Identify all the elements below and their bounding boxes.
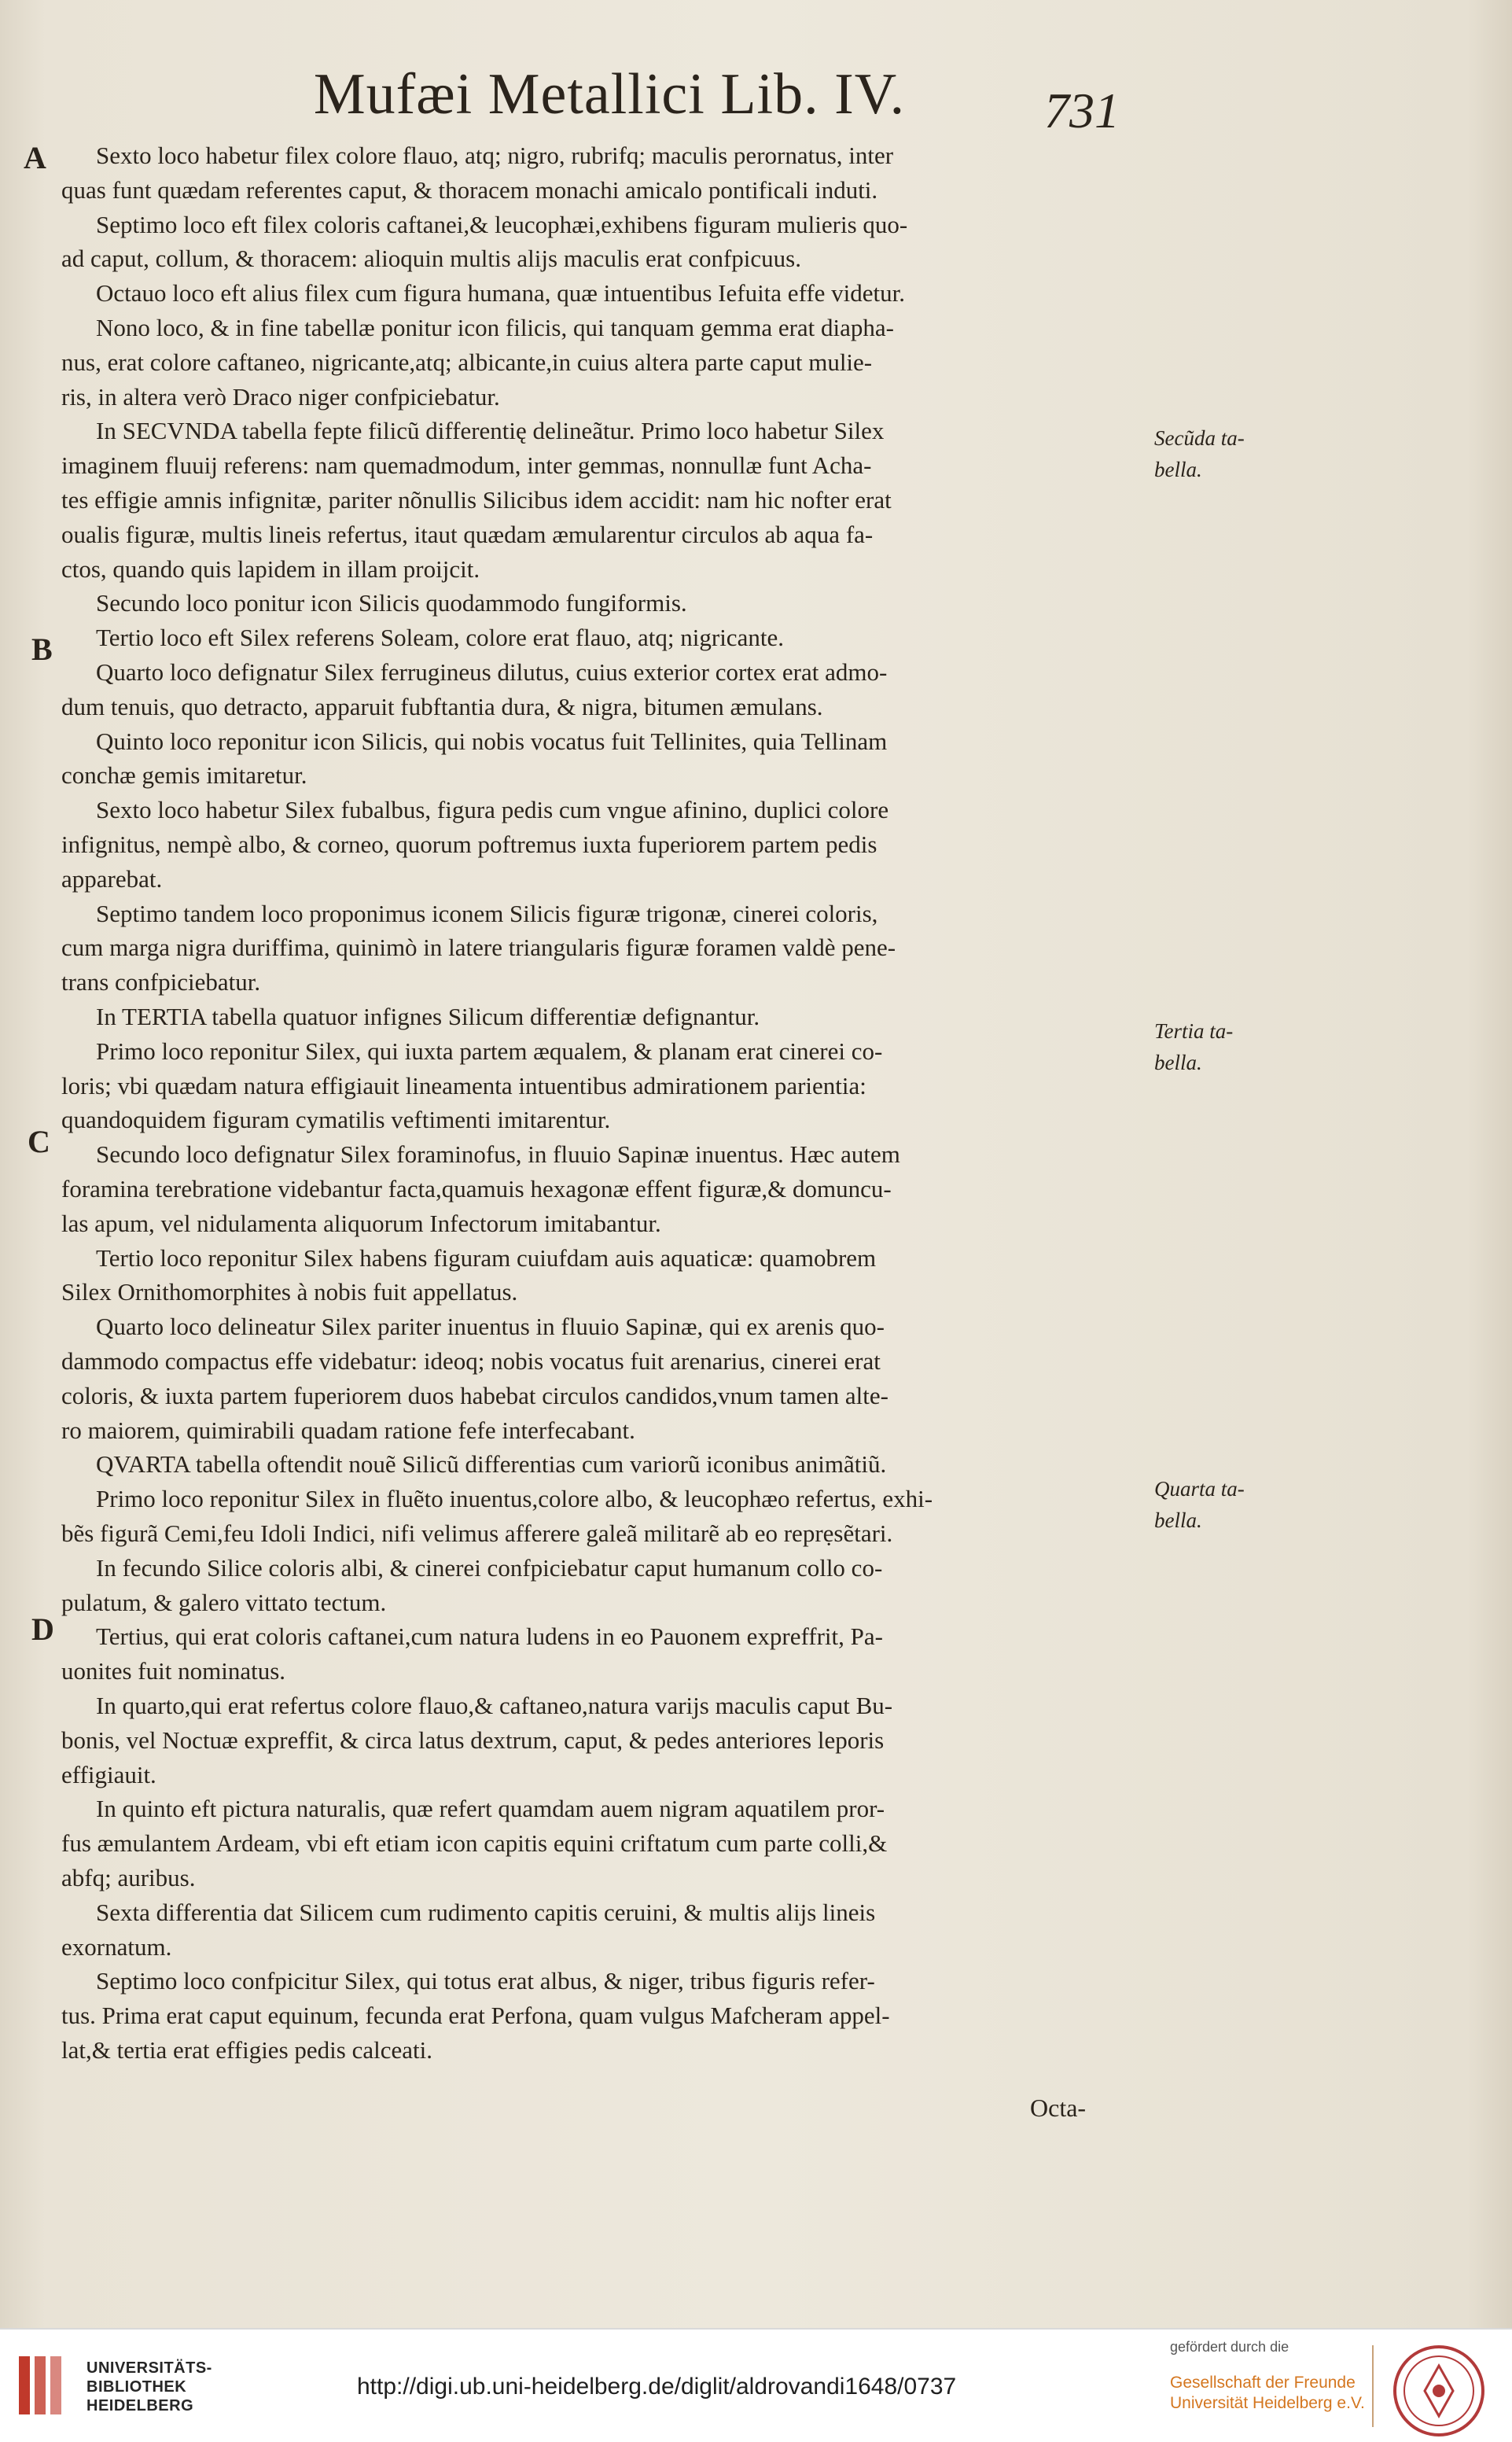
text-line: oualis figuræ, multis lineis refertus, itaut quædam æmularentur circulos ab aqua fa- <box>61 520 874 548</box>
page-number: 731 <box>1044 83 1120 138</box>
text-line: dum tenuis, quo detracto, apparuit fubftantia dura, & nigra, bitumen æmulans. <box>61 692 823 720</box>
text-line: imaginem fluuij referens: nam quemadmodum, inter gemmas, nonnullæ funt Acha- <box>61 451 872 480</box>
library-name-line-3: HEIDELBERG <box>86 2397 194 2414</box>
text-line: coloris, & iuxta partem fuperiorem duos habebat circulos candidos,vnum tamen alte- <box>61 1381 888 1409</box>
text-line: Nono loco, & in fine tabellæ ponitur icon filicis, qui tanquam gemma erat diapha- <box>96 314 894 341</box>
text-line: Secundo loco ponitur icon Silicis quodammodo fungiformis. <box>96 589 687 617</box>
text-line: apparebat. <box>61 864 163 893</box>
text-line: Tertio loco eft Silex referens Soleam, colore erat flauo, atq; nigricante. <box>96 624 784 652</box>
text-line: tus. Prima erat caput equinum, fecunda erat Perfona, quam vulgus Mafcheram appel- <box>61 2002 890 2030</box>
footer-divider <box>0 2328 1512 2330</box>
text-line: abfq; auribus. <box>61 1864 196 1891</box>
text-line: ctos, quando quis lapidem in illam proijcit. <box>61 554 480 583</box>
running-header-title: Mufæi Metallici Lib. IV. <box>313 62 906 127</box>
library-name-line-2: BIBLIOTHEK <box>86 2378 187 2396</box>
text-line: Octauo loco eft alius filex cum figura humana, quæ intuentibus Iefuita effe videtur. <box>96 279 906 308</box>
text-line: Primo loco reponitur Silex in fluẽto inuentus,colore albo, & leucophæo refertus, exhi- <box>96 1485 933 1513</box>
footer-vertical-divider <box>1372 2345 1374 2427</box>
text-line: las apum, vel nidulamenta aliquorum Infectorum imitabantur. <box>61 1209 661 1237</box>
text-line: Septimo loco eft filex coloris caftanei,& leucophæi,exhibens figuram mulieris quo- <box>96 210 908 238</box>
library-name-line-1: UNIVERSITÄTS- <box>86 2359 212 2377</box>
text-line: Quarto loco defignatur Silex ferrugineus dilutus, cuius exterior cortex erat admo- <box>96 658 888 686</box>
text-line: exornatum. <box>61 1932 172 1961</box>
margin-note-quarta-2: bella. <box>1154 1508 1202 1532</box>
text-line: ris, in altera verò Draco niger confpiciebatur. <box>61 382 500 411</box>
digital-copy-link[interactable]: http://digi.ub.uni-heidelberg.de/diglit/aldrovandi1648/0737 <box>357 2374 957 2400</box>
text-line: Quarto loco delineatur Silex pariter inuentus in fluuio Sapinæ, qui ex arenis quo- <box>96 1313 885 1341</box>
text-line: Tertio loco reponitur Silex habens figuram cuiufdam auis aquaticæ: quamobrem <box>96 1243 877 1272</box>
text-line: Septimo loco confpicitur Silex, qui totus erat albus, & niger, tribus figuris refer- <box>96 1967 875 1995</box>
text-line: lat,& tertia erat effigies pedis calceati. <box>61 2036 432 2064</box>
text-line: Septimo tandem loco proponimus iconem Silicis figuræ trigonæ, cinerei coloris, <box>96 899 878 927</box>
text-line: In SECVNDA tabella fepte filicũ differentię delineãtur. Primo loco habetur Silex <box>96 417 885 445</box>
text-line: nus, erat colore caftaneo, nigricante,atq; albicante,in cuius altera parte caput mulie- <box>61 348 873 376</box>
text-line: bonis, vel Noctuæ expreffit, & circa latus dextrum, caput, & pedes anteriores leporis <box>61 1726 885 1754</box>
margin-note-secunda-1: Secũda ta- <box>1154 426 1245 450</box>
text-line: Sexto loco habetur filex colore flauo, atq; nigro, rubrifq; maculis perornatus, inter <box>96 142 894 169</box>
text-line: In quarto,qui erat refertus colore flauo,& caftaneo,natura varijs maculis caput Bu- <box>96 1692 893 1719</box>
text-line: Sexta differentia dat Silicem cum rudimento capitis ceruini, & multis alijs lineis <box>96 1898 876 1926</box>
text-line: conchæ gemis imitaretur. <box>61 761 307 790</box>
text-line: trans confpiciebatur. <box>61 968 261 996</box>
text-line: cum marga nigra duriffima, quinimò in latere triangularis figuræ foramen valdè pene- <box>61 934 896 962</box>
viewer-footer <box>0 2328 1512 2442</box>
margin-note-tertia-1: Tertia ta- <box>1154 1019 1234 1043</box>
text-line: Primo loco reponitur Silex, qui iuxta partem æqualem, & planam erat cinerei co- <box>96 1037 883 1065</box>
section-letter-d: D <box>31 1611 54 1647</box>
text-line: quas funt quædam referentes caput, & thoracem monachi amicalo pontificali induti. <box>61 175 878 204</box>
text-line: In quinto eft pictura naturalis, quæ refert quamdam auem nigram aquatilem pror- <box>96 1795 885 1823</box>
text-line: foramina terebratione videbantur facta,quamuis hexagonæ effent figuræ,& domuncu- <box>61 1175 892 1203</box>
text-line: Quinto loco reponitur icon Silicis, qui nobis vocatus fuit Tellinites, quia Tellinam <box>96 727 888 755</box>
funded-by-label: gefördert durch die <box>1170 2339 1289 2355</box>
text-line: Tertius, qui erat coloris caftanei,cum natura ludens in eo Pauonem expreffrit, Pa- <box>96 1622 883 1651</box>
section-letter-a: A <box>24 140 46 175</box>
society-name-line-2: Universität Heidelberg e.V. <box>1170 2394 1365 2412</box>
text-line: In TERTIA tabella quatuor infignes Silicum differentiæ defignantur. <box>96 1003 760 1030</box>
university-seal-icon <box>1390 2342 1488 2440</box>
text-line: effigiauit. <box>61 1760 156 1788</box>
margin-note-secunda-2: bella. <box>1154 458 1202 481</box>
text-line: dammodo compactus effe videbatur: ideoq; nobis vocatus fuit arenarius, cinerei erat <box>61 1347 881 1375</box>
text-line: fus æmulantem Ardeam, vbi eft etiam icon capitis equini criftatum cum parte colli,& <box>61 1829 888 1858</box>
society-name-line-1: Gesellschaft der Freunde <box>1170 2374 1356 2392</box>
text-line: pulatum, & galero vittato tectum. <box>61 1588 387 1616</box>
section-letter-b: B <box>31 632 53 667</box>
text-line: ad caput, collum, & thoracem: alioquin multis alijs maculis erat confpicuus. <box>61 245 801 273</box>
text-line: Secundo loco defignatur Silex foraminofus, in fluuio Sapinæ inuentus. Hæc autem <box>96 1140 900 1169</box>
text-line: uonites fuit nominatus. <box>61 1657 286 1685</box>
text-line: QVARTA tabella oftendit nouẽ Silicũ differentias cum variorũ iconibus animãtiũ. <box>96 1450 887 1479</box>
text-line: ro maiorem, quimirabili quadam ratione fefe interfecabant. <box>61 1416 635 1444</box>
text-line: quandoquidem figuram cymatilis veftimenti imitarentur. <box>61 1106 611 1134</box>
text-line: In fecundo Silice coloris albi, & cinerei confpiciebatur caput humanum collo co- <box>96 1553 883 1582</box>
margin-note-quarta-1: Quarta ta- <box>1154 1477 1245 1501</box>
text-line: tes effigie amnis infignitæ, pariter nõnullis Silicibus idem accidit: nam hic nofter erat <box>61 486 892 514</box>
text-line: infignitus, nempè albo, & corneo, quorum poftremus iuxta fuperiorem partem pedis <box>61 831 877 858</box>
text-line: Silex Ornithomorphites à nobis fuit appellatus. <box>61 1278 518 1306</box>
catchword: Octa- <box>1030 2094 1087 2122</box>
text-line: Sexto loco habetur Silex fubalbus, figura pedis cum vngue afinino, duplici colore <box>96 796 889 824</box>
text-line: bẽs figurã Cemi,feu Idoli Indici, nifi velimus afferere galeã militarẽ ab eo reprẹsẽtari. <box>61 1519 893 1547</box>
text-line: loris; vbi quædam natura effigiauit lineamenta intuentibus admirationem parientia: <box>61 1071 866 1099</box>
margin-note-tertia-2: bella. <box>1154 1051 1202 1074</box>
section-letter-c: C <box>28 1124 50 1159</box>
university-library-logo-icon <box>16 2352 71 2419</box>
